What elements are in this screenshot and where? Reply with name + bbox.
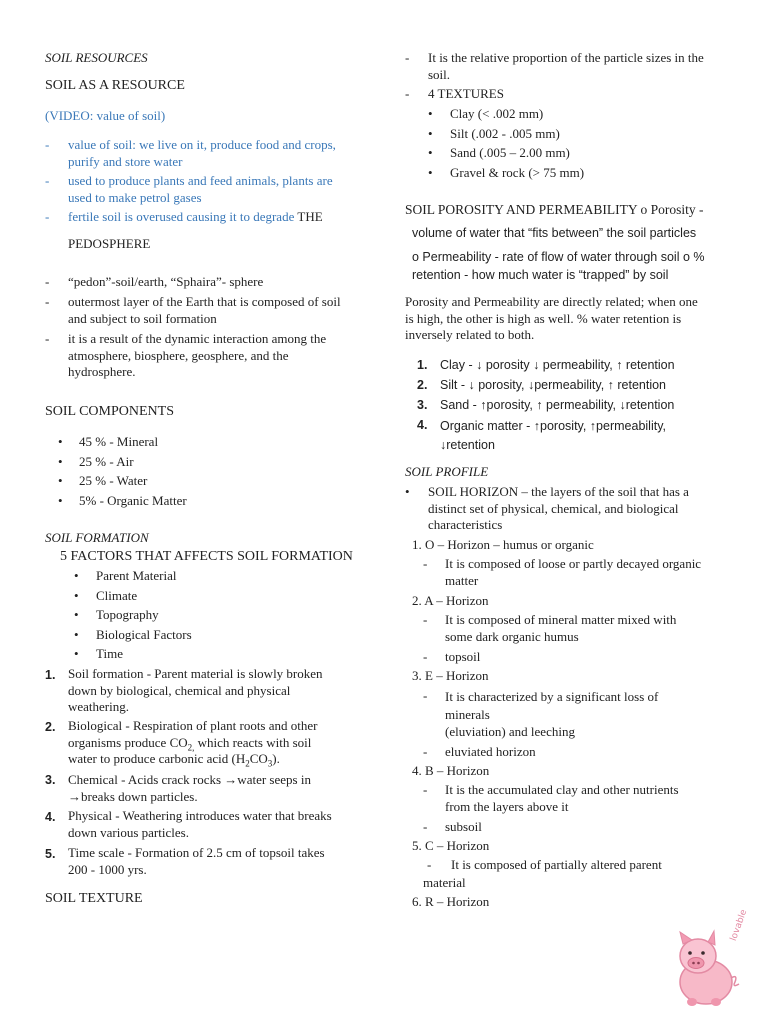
pedo-dash: - (45, 331, 50, 346)
sub-dash: - (427, 857, 432, 872)
sub-dash: - (423, 612, 428, 627)
soil-texture-heading: SOIL TEXTURE (45, 891, 143, 906)
relation-number: 4. (417, 418, 428, 432)
components-heading: SOIL COMPONENTS (45, 404, 174, 419)
relation-text: Silt - ↓ porosity, ↓permeability, ↑ retention (440, 378, 667, 392)
textures-list: • Clay (< .002 mm) • Silt (.002 - .005 mm) • Sand (.005 – 2.00 mm) • Gravel & rock (> 75 mm) (428, 106, 585, 180)
step-text: Physical - Weathering introduces water that breaks down various particles. (68, 808, 332, 840)
sub-dash: - (423, 688, 428, 703)
texture-dash: - (405, 86, 410, 101)
horizon-e-alias: eluviated horizon (445, 744, 536, 759)
step-number: 4. (45, 810, 56, 824)
horizon-bullet: • (405, 484, 410, 499)
pedosphere-heading: PEDOSPHERE (68, 236, 151, 251)
relation-paragraph: Porosity and Permeability are directly related; when one is high, the other is high as well. % water retention is inversely related to both. (405, 294, 698, 342)
step-text: Soil formation - Parent material is slowly broken down by biological, chemical and physical weathering. (68, 666, 323, 714)
components-list: • 45 % - Mineral • 25 % - Air • 25 % - Water • 5% - Organic Matter (58, 434, 187, 508)
texture-item: It is the relative proportion of the particle sizes in the soil. (428, 50, 704, 82)
video-note: (VIDEO: value of soil) (45, 108, 166, 123)
texture-dash: - (405, 50, 410, 65)
horizon-e: 3. E – Horizon (412, 668, 489, 683)
pig-sticker (668, 908, 758, 1018)
porosity-heading: SOIL POROSITY AND PERMEABILITY o Porosity - (405, 202, 704, 217)
relation-text: Sand - ↑porosity, ↑ permeability, ↓retention (440, 398, 675, 412)
sub-dash: - (423, 556, 428, 571)
sub-dash: - (423, 782, 428, 797)
pedo-item: “pedon”-soil/earth, “Sphaira”- sphere (68, 274, 264, 289)
pedo-item: outermost layer of the Earth that is composed of soil and subject to soil formation (68, 294, 341, 326)
horizon-a-alias: topsoil (445, 649, 481, 664)
step-text: Time scale - Formation of 2.5 cm of topsoil takes 200 - 1000 yrs. (68, 845, 325, 877)
relation-text: Clay - ↓ porosity ↓ permeability, ↑ retention (440, 358, 675, 372)
horizon-b: 4. B – Horizon (412, 763, 490, 778)
horizon-a: 2. A – Horizon (412, 593, 489, 608)
formation-heading: SOIL FORMATION (45, 530, 149, 545)
horizon-b-alias: subsoil (445, 819, 482, 834)
sticker-text: lovable (728, 908, 750, 943)
horizon-e-detail: It is characterized by a significant loss of minerals (eluviation) and leeching (445, 689, 659, 739)
relation-text: Organic matter - ↑porosity, ↑permeability, ↓retention (440, 419, 666, 452)
relation-number: 1. (417, 358, 428, 372)
porosity-definitions: volume of water that “fits between” the soil particles o Permeability - rate of flow of water through soil o % retention - how much water is “trapped” by soil (412, 226, 705, 282)
fertile-line: fertile soil is overused causing it to degrade THE (68, 209, 323, 224)
value-list-item-text: value of soil: we live on it, produce food and crops, purify and store water (68, 137, 336, 169)
step-text: Chemical - Acids crack rocks →water seeps in →breaks down particles. (68, 772, 311, 804)
horizon-r: 6. R – Horizon (412, 894, 490, 909)
horizon-definition: SOIL HORIZON – the layers of the soil that has a distinct set of physical, chemical, and biological characteristics (428, 484, 689, 532)
pedo-item: it is a result of the dynamic interaction among the atmosphere, biosphere, geosphere, and the hydrosphere. (68, 331, 327, 379)
factors-heading: 5 FACTORS THAT AFFECTS SOIL FORMATION (60, 549, 353, 564)
relation-number: 2. (417, 378, 428, 392)
texture-item: 4 TEXTURES (428, 86, 504, 101)
soil-as-resource-heading: SOIL AS A RESOURCE (45, 78, 185, 93)
horizon-a-detail: It is composed of mineral matter mixed with some dark organic humus (445, 612, 677, 644)
relation-number: 3. (417, 398, 428, 412)
horizon-c: 5. C – Horizon (412, 838, 490, 853)
horizon-c-detail: It is composed of partially altered parent (451, 857, 662, 872)
horizon-o: 1. O – Horizon – humus or organic (412, 537, 594, 552)
sub-dash: - (423, 649, 428, 664)
value-list-item: - (45, 209, 50, 224)
sub-dash: - (423, 819, 428, 834)
pedo-dash: - (45, 274, 50, 289)
value-list-item: - (45, 173, 50, 188)
sub-dash: - (423, 744, 428, 759)
horizon-c-detail-cont: material (423, 875, 466, 890)
value-list-item: - (45, 137, 50, 152)
step-number: 5. (45, 847, 56, 861)
horizon-o-detail: It is composed of loose or partly decayed organic matter (445, 556, 702, 588)
soil-profile-heading: SOIL PROFILE (405, 464, 489, 479)
step-number: 2. (45, 720, 56, 734)
factors-list: • Parent Material • Climate • Topography • Biological Factors • Time (74, 568, 192, 662)
step-number: 1. (45, 668, 56, 682)
horizon-b-detail: It is the accumulated clay and other nutrients from the layers above it (445, 782, 679, 814)
pedo-dash: - (45, 294, 50, 309)
value-list-item-text: used to produce plants and feed animals, plants are used to make petrol gases (68, 173, 333, 205)
step-number: 3. (45, 773, 56, 787)
step-text: Biological - Respiration of plant roots and other organisms produce $CO_{2,}$ which reacts with soil water to produce carbonic acid $(H_2CO_3)$. (68, 718, 318, 769)
soil-resources-heading: SOIL RESOURCES (45, 50, 148, 65)
